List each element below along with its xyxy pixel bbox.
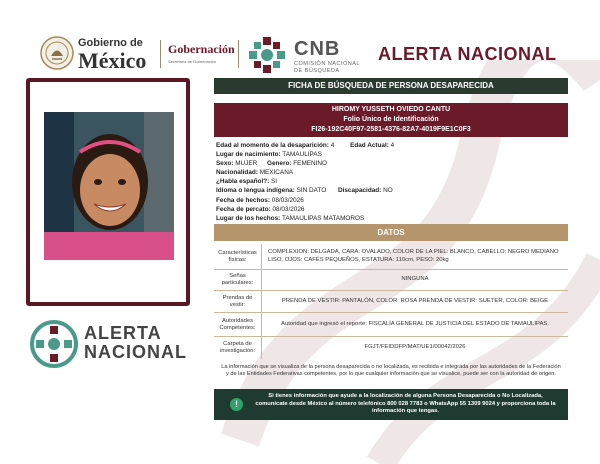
alerta-nacional-title: ALERTA NACIONAL	[378, 44, 557, 64]
habla-label: ¿Habla español?:	[216, 178, 270, 186]
header-divider	[238, 40, 239, 68]
lugar-hechos-value: TAMAULIPAS MATAMOROS	[281, 214, 365, 222]
datos-header: DATOS	[214, 224, 568, 241]
datos-row-value: FGJT/FEIDDFP/MAT/UE1/00042/2026	[364, 344, 466, 351]
edad-desap-label: Edad al momento de la desaparición:	[216, 142, 329, 149]
lugar-hechos-label: Lugar de los hechos:	[216, 214, 281, 222]
datos-table	[214, 244, 568, 359]
disclaimer-text: La información que se visualiza de la persona desaparecida o no localizada, es recibida e integrada por las autoridades de la Federación y de las Entidades Federativas competentes, por lo que cualquier información que se visualice, puede ser con la autoridad de origen.	[221, 364, 561, 378]
discapacidad-value: NO	[383, 187, 393, 195]
header	[0, 18, 600, 78]
edad-desap-value: 4	[330, 142, 335, 149]
an-line1: ALERTA	[84, 323, 162, 343]
datos-row-label: Carpeta de investigación:	[214, 337, 262, 359]
contact-text: Si tienes información que ayude a la localización de alguna Persona Desaparecida o No Localizada, comunícate desde México al número telefónico 800 028 7783 o WhatsApp 55 1309 9024 y proporciona toda la información que tengas.	[255, 393, 556, 415]
datos-row-label: Prendas de vestir:	[214, 291, 262, 312]
datos-row-value: NINGUNA	[401, 276, 429, 283]
lugar-nac-value: TAMAULIPAS	[282, 151, 322, 159]
habla-value: SI	[271, 178, 278, 186]
cnb-sub2: DE BÚSQUEDA	[294, 67, 340, 74]
datos-row-value: COMPLEXION: DELGADA, CARA: OVALADO, COLOR DE LA PIEL: BLANCO, CABELLO: NEGRO MEDIANO LISO, OJOS: CAFÉS PEQUEÑOS, ESTATURA: 110cm, PESO: 20kg	[268, 249, 559, 263]
header-divider	[160, 40, 161, 68]
datos-row-label: Señas particulares:	[214, 270, 262, 290]
cnb-label: CNB	[294, 38, 341, 60]
fecha-percato-value: 08/03/2026	[272, 205, 305, 213]
gobierno-de-mexico-logo	[78, 38, 146, 72]
cnb-sub1: COMISIÓN NACIONAL	[294, 61, 360, 67]
folio-label: Folio Único de Identificación	[343, 116, 439, 123]
nacionalidad-label: Nacionalidad:	[216, 169, 258, 177]
cnb-logo	[294, 38, 360, 74]
person-info	[214, 141, 568, 223]
lugar-nac-label: Lugar de nacimiento:	[216, 151, 281, 159]
gob-line1: Gobierno de	[78, 37, 143, 49]
fecha-percato-label: Fecha de percato:	[216, 205, 271, 213]
info-row	[216, 141, 568, 150]
fecha-hechos-label: Fecha de hechos:	[216, 196, 270, 204]
genero-label: Genero:	[266, 160, 292, 168]
gobernacion-label: Gobernación	[168, 42, 235, 56]
genero-value: FEMENINO	[293, 160, 328, 168]
nacionalidad-value: MEXICANA	[259, 169, 294, 177]
sexo-value: MUJER	[235, 160, 258, 168]
datos-row-value: Autoridad que ingresó el reporte: FISCALÍA GENERAL DE JUSTICIA DEL ESTADO DE TAMAULIPAS.	[281, 320, 549, 327]
fecha-hechos-value: 08/03/2026	[271, 196, 304, 204]
contact-banner	[214, 389, 568, 420]
folio-number: FI26-192C40F97-2581-4376-82A7-4019F9E1C0F3	[311, 126, 471, 133]
gobernacion-logo	[168, 42, 235, 64]
datos-row-value: PRENDA DE VESTIR: PANTALÓN, COLOR: ROSA PRENDA DE VESTIR: SUETER, COLOR: BEIGE	[281, 297, 549, 304]
alerta-nacional-logo	[84, 324, 187, 362]
an-line2: NACIONAL	[84, 341, 187, 362]
edad-actual-value: 4	[390, 142, 395, 149]
person-name: HIROMY YUSSETH OVIEDO CANTU	[331, 106, 451, 113]
info-row	[216, 205, 568, 214]
info-row	[216, 159, 568, 168]
datos-row	[214, 270, 568, 291]
edad-actual-label: Edad Actual:	[350, 142, 389, 149]
info-row	[216, 196, 568, 205]
datos-row	[214, 337, 568, 359]
sexo-label: Sexo:	[216, 160, 234, 168]
datos-row-label: Autoridades Competentes:	[214, 313, 262, 336]
alert-icon: !	[230, 398, 243, 411]
discapacidad-label: Discapacidad:	[337, 187, 382, 195]
idioma-value: SIN DATO	[296, 187, 327, 195]
gobernacion-sub: Secretaría de Gobernación	[168, 59, 217, 64]
identity-box	[214, 103, 568, 137]
photo-frame	[26, 78, 190, 306]
info-row	[216, 186, 568, 195]
alerta-nacional-emblem-icon	[30, 320, 78, 368]
info-row	[216, 177, 568, 186]
gob-line2: México	[78, 48, 147, 73]
info-row	[216, 168, 568, 177]
ficha-title: FICHA DE BÚSQUEDA DE PERSONA DESAPARECIDA	[214, 78, 568, 94]
cnb-emblem-icon	[246, 34, 288, 76]
missing-person-photo	[44, 112, 174, 260]
datos-row	[214, 244, 568, 270]
info-row	[216, 150, 568, 159]
info-row	[216, 214, 568, 223]
mexico-seal-icon	[40, 36, 74, 70]
datos-row-label: Características físicas:	[214, 244, 262, 269]
idioma-label: Idioma o lengua indígena:	[216, 187, 295, 195]
datos-row	[214, 313, 568, 337]
datos-row	[214, 291, 568, 313]
